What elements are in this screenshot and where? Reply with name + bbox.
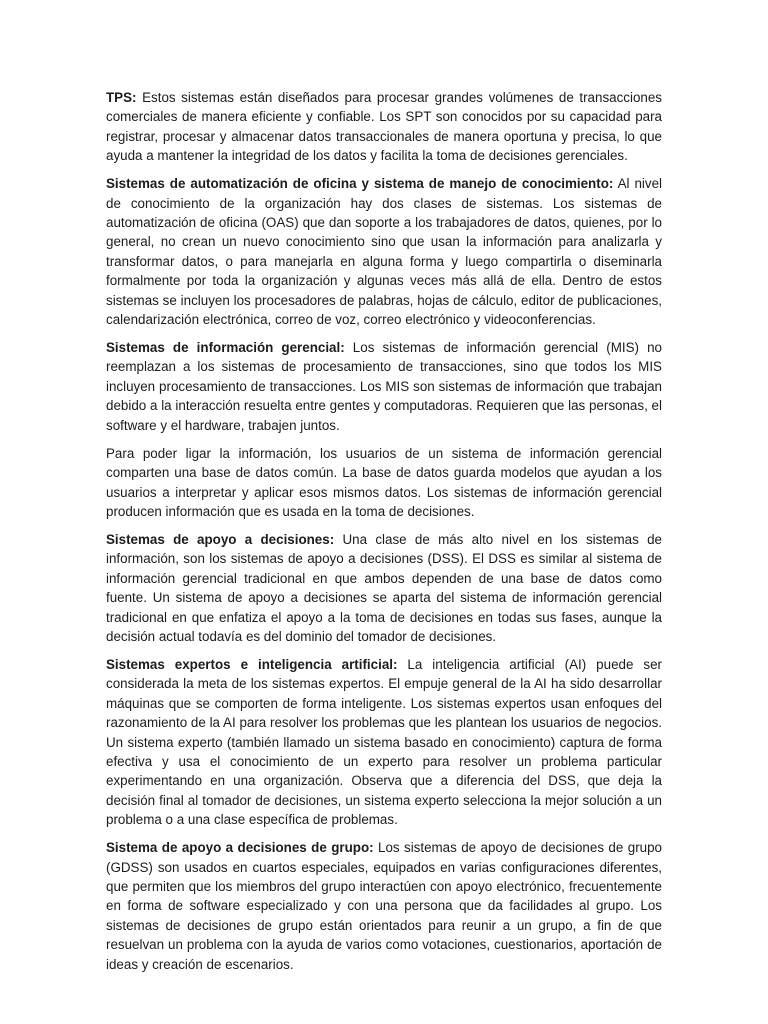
paragraph-gdss [106,838,662,974]
paragraph-heading: Sistemas expertos e inteligencia artificial: [106,656,398,672]
paragraph-text: Una clase de más alto nivel en los sistemas de información, son los sistemas de apoyo a decisiones (DSS). El DSS es similar al sistema de información gerencial tradicional en que ambos dependen de una base de datos como fuente. Un sistema de apoyo a decisiones se aparta del sistema de información gerencial tradicional en que enfatiza el apoyo a la toma de decisiones en todas sus fases, aunque la decisión actual todavía es del dominio del tomador de decisiones. [106,531,662,644]
paragraph-text: Al nivel de conocimiento de la organización hay dos clases de sistemas. Los sistemas de automatización de oficina (OAS) que dan soporte a los trabajadores de datos, quienes, por lo general, no crean un nuevo conocimiento sino que usan la información para analizarla y transformar datos, o para manejarla en alguna forma y luego compartirla o diseminarla formalmente por toda la organización y algunas veces más allá de ella. Dentro de estos sistemas se incluyen los procesadores de palabras, hojas de cálculo, editor de publicaciones, calendarización electrónica, correo de voz, correo electrónico y videoconferencias. [106,176,662,328]
paragraph-tps [106,88,662,166]
document-page [106,88,662,983]
paragraph-heading: Sistema de apoyo a decisiones de grupo: [106,840,374,856]
paragraph-text: La inteligencia artificial (AI) puede ser considerada la meta de los sistemas expertos. El empuje general de la AI ha sido desarrollar máquinas que se comporten de forma inteligente. Los sistemas expertos usan enfoques del razonamiento de la AI para resolver los problemas que les plantean los usuarios de negocios. Un sistema experto (también llamado un sistema basado en conocimiento) captura de forma efectiva y usa el conocimiento de un experto para resolver un problema particular experimentando en una organización. Observa que a diferencia del DSS, que deja la decisión final al tomador de decisiones, un sistema experto selecciona la mejor solución a un problema o a una clase específica de problemas. [106,656,662,828]
paragraph-office-automation [106,174,662,329]
paragraph-mis [106,338,662,435]
paragraph-heading: Sistemas de apoyo a decisiones: [106,531,335,547]
paragraph-mis-database [106,444,662,522]
paragraph-text: Los sistemas de información gerencial (MIS) no reemplazan a los sistemas de procesamiento de transacciones, sino que todos los MIS incluyen procesamiento de transacciones. Los MIS son sistemas de información que trabajan debido a la interacción resuelta entre gentes y computadoras. Requieren que las personas, el software y el hardware, trabajen juntos. [106,340,662,433]
paragraph-expert-systems [106,655,662,830]
paragraph-dss [106,530,662,646]
paragraph-text: Estos sistemas están diseñados para procesar grandes volúmenes de transacciones comerciales de manera eficiente y confiable. Los SPT son conocidos por su capacidad para registrar, procesar y almacenar datos transaccionales de manera oportuna y precisa, lo que ayuda a mantener la integridad de los datos y facilita la toma de decisiones gerenciales. [106,90,662,164]
paragraph-heading: Sistemas de información gerencial: [106,340,345,356]
paragraph-text: Para poder ligar la información, los usuarios de un sistema de información gerencial comparten una base de datos común. La base de datos guarda modelos que ayudan a los usuarios a interpretar y aplicar esos mismos datos. Los sistemas de información gerencial producen información que es usada en la toma de decisiones. [106,445,662,519]
paragraph-heading: TPS: [106,90,137,105]
paragraph-heading: Sistemas de automatización de oficina y sistema de manejo de conocimiento: [106,176,614,192]
paragraph-text: Los sistemas de apoyo de decisiones de grupo (GDSS) son usados en cuartos especiales, equipados en varias configuraciones diferentes, que permiten que los miembros del grupo interactúen con apoyo electrónico, frecuentemente en forma de software especializado y con una persona que da facilidades al grupo. Los sistemas de decisiones de grupo están orientados para reunir a un grupo, a fin de que resuelvan un problema con la ayuda de varios como votaciones, cuestionarios, aportación de ideas y creación de escenarios. [106,840,662,972]
